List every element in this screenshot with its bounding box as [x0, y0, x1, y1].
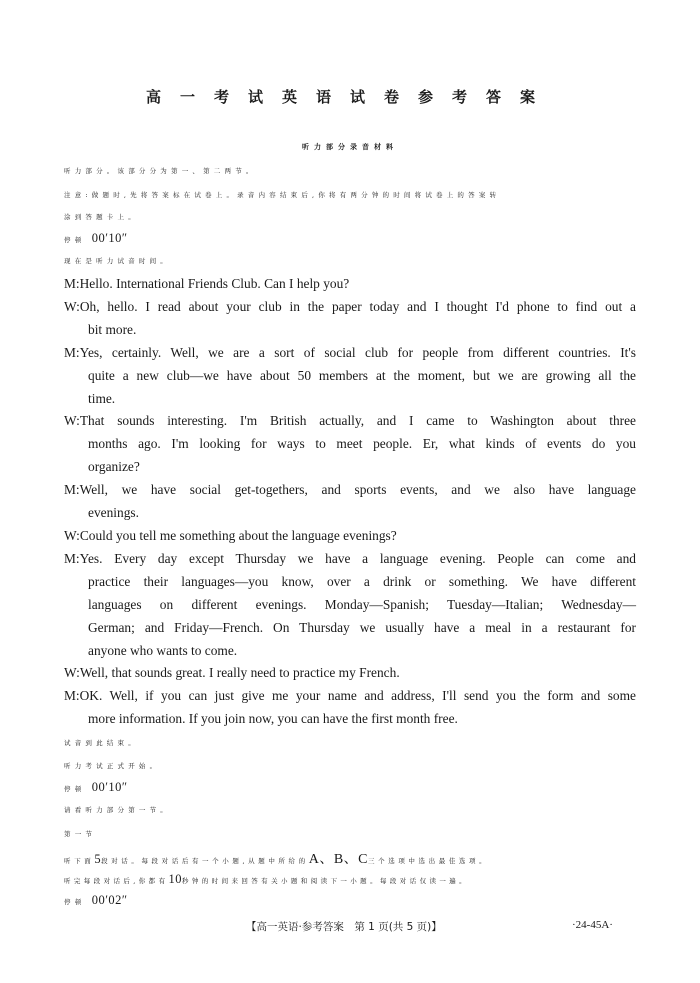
after-line-6	[64, 848, 489, 868]
dialogue-line: anyone who wants to come.	[88, 642, 238, 658]
instruction-number: 10	[168, 872, 182, 886]
dialogue-turn	[64, 273, 636, 296]
dialogue-line: organize?	[88, 459, 140, 475]
dialogue-turn	[64, 342, 636, 411]
instruction-text: 听下面	[64, 857, 95, 865]
dialogue-line: more information. If you join now, you can have the first month free.	[88, 711, 458, 727]
pause-label: 停顿	[64, 898, 86, 906]
dialogue-line: German; and Friday—French. On Thursday we usually have a meal in a restaurant for	[88, 619, 636, 635]
footer-code: ·24-45A·	[572, 919, 613, 931]
dialogue-line: evenings.	[88, 505, 139, 521]
instruction-text: 听完每段对话后,你都有	[64, 877, 169, 885]
dialogue-line: bit more.	[88, 321, 137, 337]
instruction-text: 三个选项中选出最佳选项。	[368, 857, 490, 865]
after-line-4: 请看听力部分第一节。	[64, 806, 171, 814]
after-pause	[64, 780, 128, 795]
dialogue-turn	[64, 296, 636, 342]
intro-line-3: 涂到答题卡上。	[64, 213, 139, 221]
intro-line-1: 听力部分。该部分分为第一、第二两节。	[64, 167, 257, 175]
dialogue-line: M:OK. Well, if you can just give me your name and address, I'll send you the form and some	[64, 688, 636, 704]
after-line-5: 第一节	[64, 830, 97, 838]
intro-pause	[64, 231, 128, 246]
section-subtitle: 听力部分录音材料	[302, 142, 398, 151]
dialogue-line: quite a new club—we have about 50 members at the moment, but we are growing all the	[88, 367, 636, 383]
dialogue-line: M:Well, we have social get-togethers, and sports events, and we also have language	[64, 482, 636, 498]
dialogue-turn	[64, 410, 636, 479]
dialogue-line: time.	[88, 390, 116, 406]
dialogue-line: M:Yes, certainly. Well, we are a sort of social club for people from different countries. It's	[64, 344, 636, 360]
pause-time: 00′10″	[91, 780, 128, 794]
dialogue-line: M:Hello. International Friends Club. Can I help you?	[64, 276, 350, 291]
dialogue-turn	[64, 479, 636, 525]
after-line-1: 试音到此结束。	[64, 739, 139, 747]
dialogue-transcript	[64, 273, 636, 731]
pause-label: 停顿	[64, 236, 86, 244]
footer-page-info: 【高一英语·参考答案 第 1 页(共 5 页)】	[246, 921, 442, 933]
dialogue-line: W:Well, that sounds great. I really need to practice my French.	[64, 665, 400, 681]
dialogue-turn	[64, 548, 636, 663]
dialogue-turn	[64, 685, 636, 731]
instruction-text: 秒钟的时间来回答有关小题和阅读下一小题。每段对话仅读一遍。	[181, 877, 470, 885]
intro-line-5: 现在是听力试音时间。	[64, 257, 171, 265]
pause-time: 00′10″	[91, 231, 128, 245]
dialogue-line: months ago. I'm looking for ways to meet people. Er, what kinds of events do you	[88, 436, 636, 452]
dialogue-line: W:Oh, hello. I read about your club in the paper today and I thought I'd phone to find out a	[64, 298, 636, 314]
after-line-2: 听力考试正式开始。	[64, 762, 161, 770]
instruction-text: 段对话。每段对话后有一个小题,从题中所给的	[101, 857, 309, 865]
dialogue-line: W:Could you tell me something about the language evenings?	[64, 527, 397, 543]
instruction-options: A、B、C	[308, 852, 369, 867]
page-title: 高一考试英语试卷参考答案	[145, 88, 554, 106]
pause-label: 停顿	[64, 785, 86, 793]
pause-time: 00′02″	[91, 893, 128, 907]
intro-line-2: 注意:做题时,先将答案标在试卷上。录音内容结束后,你将有两分钟的时间将试卷上的答案转	[64, 191, 501, 199]
dialogue-turn	[64, 525, 636, 548]
dialogue-line: W:That sounds interesting. I'm British actually, and I came to Washington about three	[64, 413, 636, 429]
instruction-number: 5	[94, 852, 102, 866]
dialogue-line: languages on different evenings. Monday—Spanish; Tuesday—Italian; Wednesday—	[88, 596, 636, 612]
dialogue-line: practice their languages—you know, over a drink or something. We have different	[88, 573, 636, 589]
after-line-7	[64, 872, 469, 887]
dialogue-line: M:Yes. Every day except Thursday we have a language evening. People can come and	[64, 550, 636, 566]
dialogue-turn	[64, 662, 636, 685]
after-pause-2	[64, 893, 128, 908]
